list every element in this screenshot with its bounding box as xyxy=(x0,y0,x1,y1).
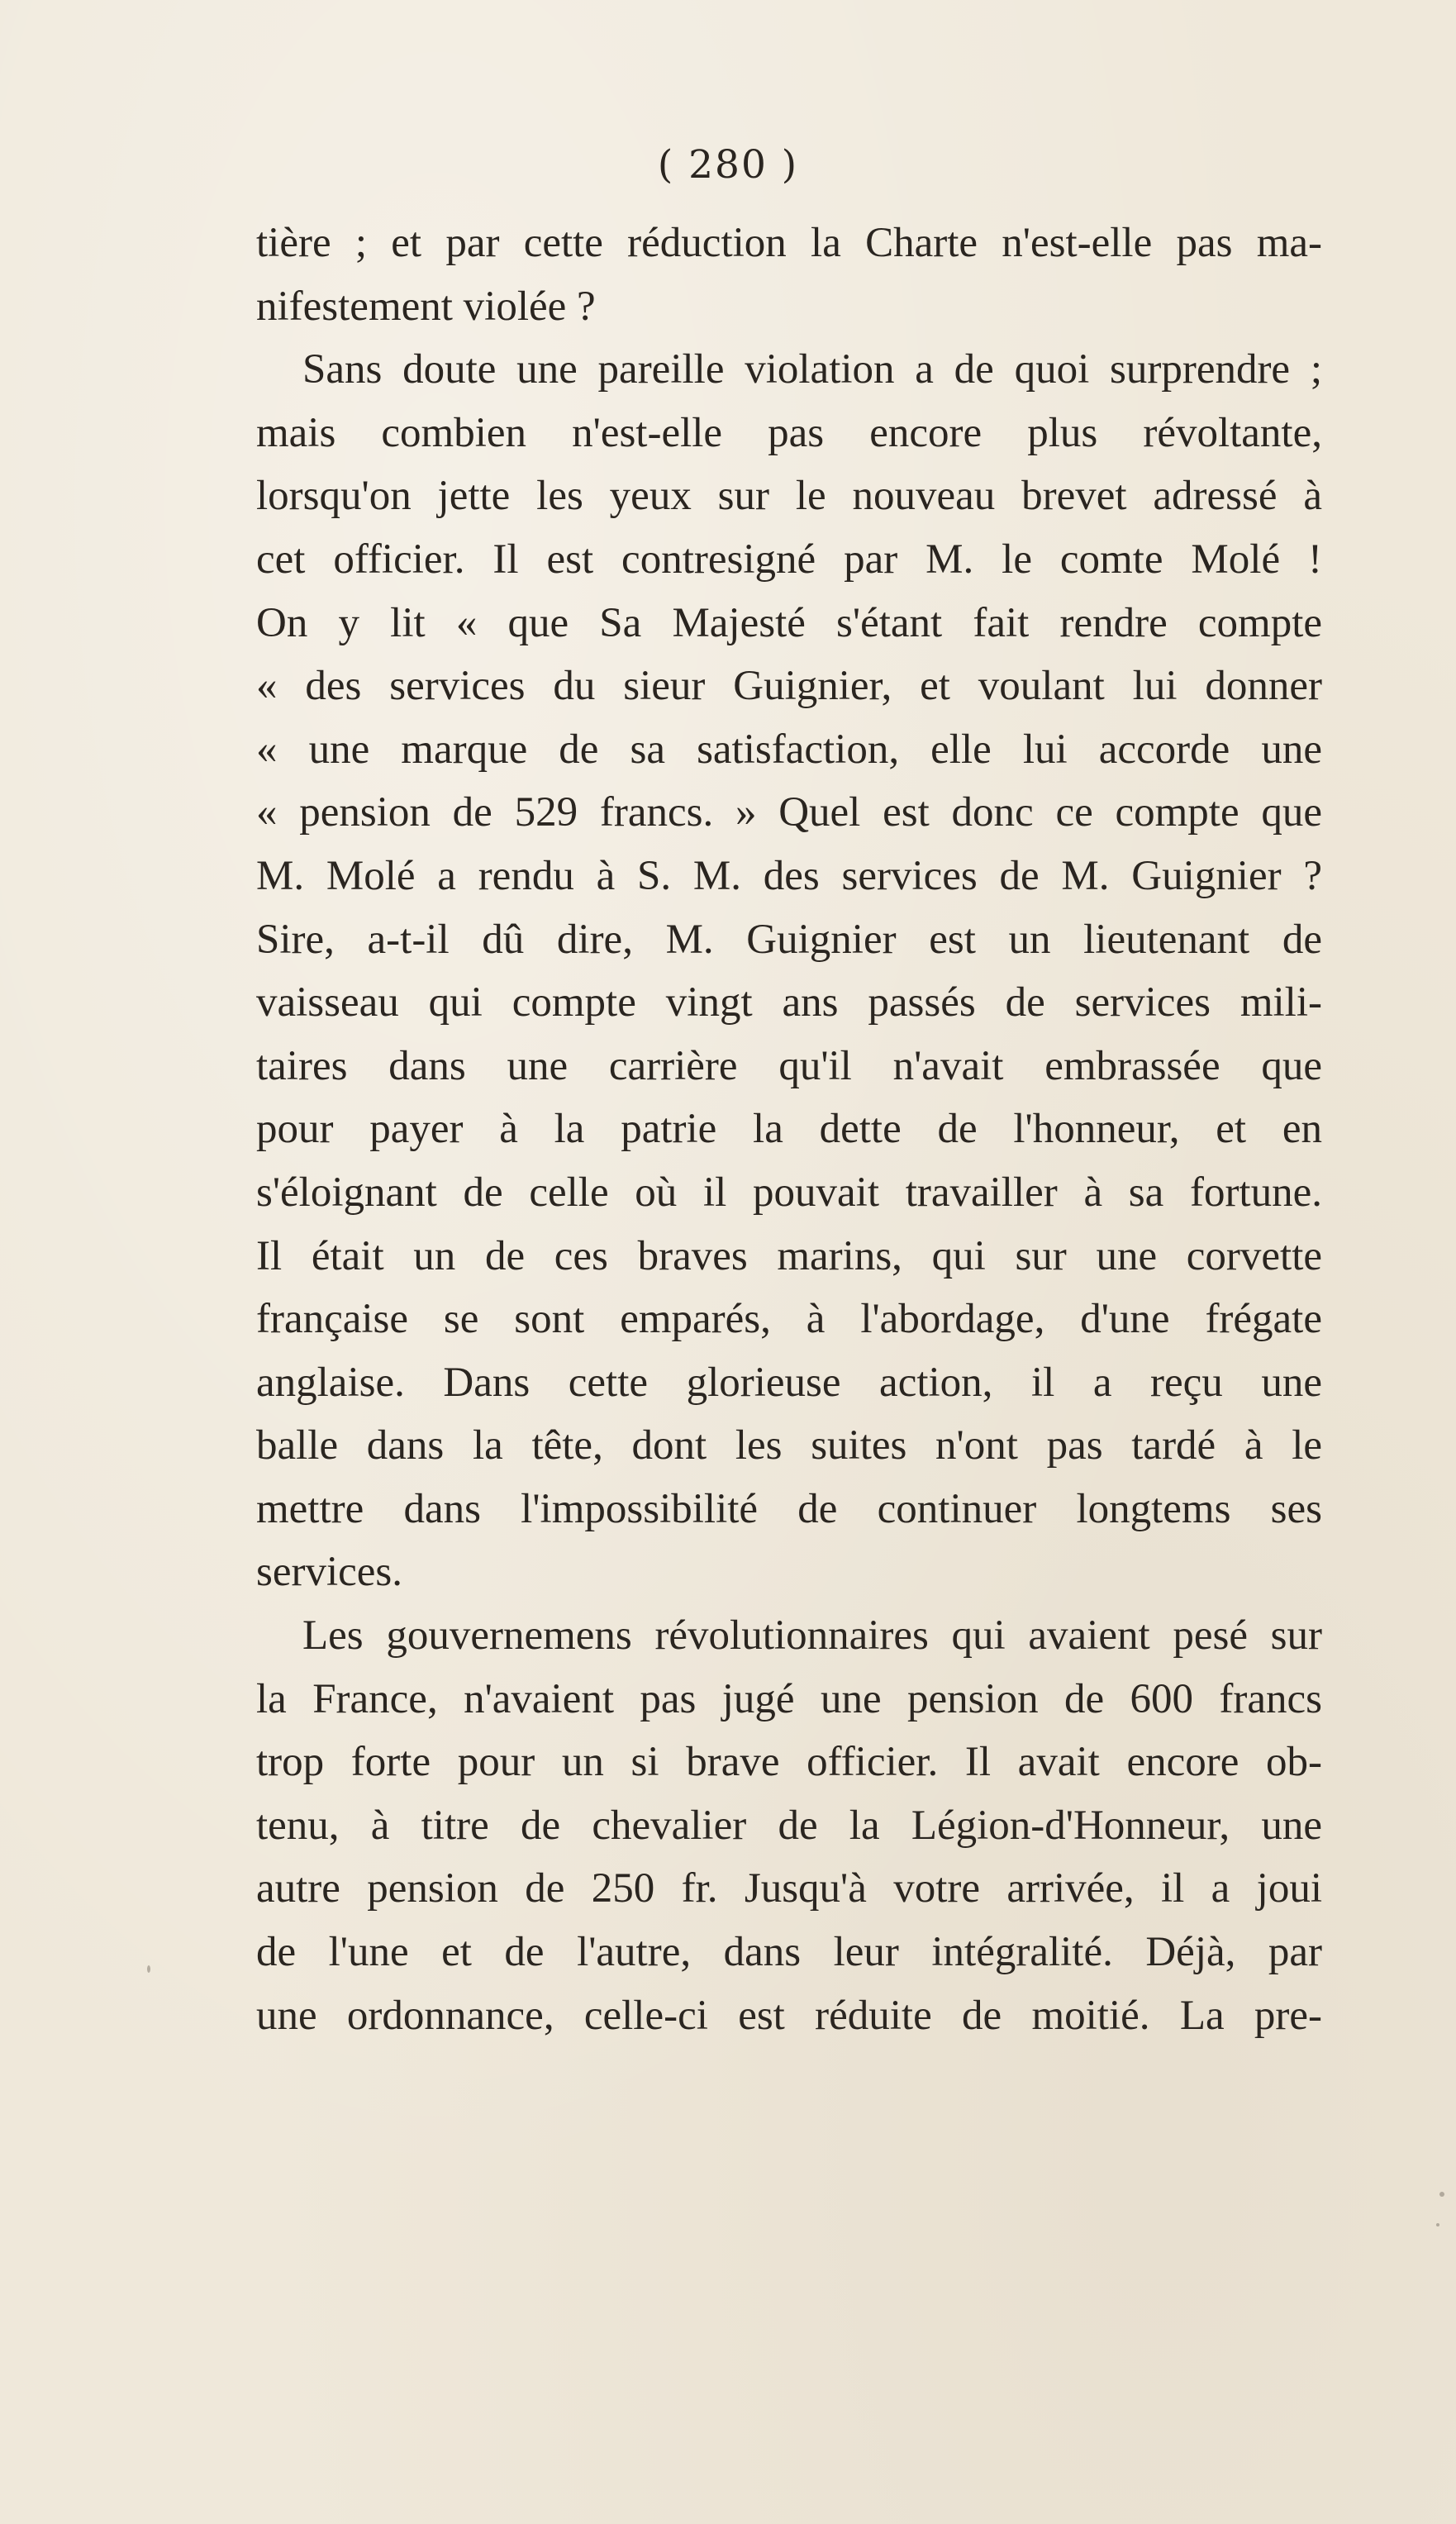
text-line: tenu, à titre de chevalier de la Légion-d'Honneur, une xyxy=(256,1802,1322,1849)
body-text xyxy=(256,212,1322,2047)
text-line: s'éloignant de celle où il pouvait travailler à sa fortune. xyxy=(256,1169,1322,1216)
text-line: mettre dans l'impossibilité de continuer longtems ses xyxy=(256,1485,1322,1532)
text-line: On y lit « que Sa Majesté s'étant fait rendre compte xyxy=(256,599,1322,646)
text-line: une ordonnance, celle-ci est réduite de moitié. La pre- xyxy=(256,1992,1322,2039)
paragraph-start-line: Les gouvernemens révolutionnaires qui avaient pesé sur xyxy=(302,1612,1322,1660)
text-line: « une marque de sa satisfaction, elle lui accorde une xyxy=(256,726,1322,773)
text-line: la France, n'avaient pas jugé une pension de 600 francs xyxy=(256,1675,1322,1722)
text-line: pour payer à la patrie la dette de l'honneur, et en xyxy=(256,1106,1322,1153)
text-line: vaisseau qui compte vingt ans passés de services mili- xyxy=(256,979,1322,1026)
text-line: balle dans la tête, dont les suites n'ont pas tardé à le xyxy=(256,1422,1322,1469)
text-line: services. xyxy=(256,1549,403,1596)
text-line: « pension de 529 francs. » Quel est donc ce compte que xyxy=(256,789,1322,836)
text-line: « des services du sieur Guignier, et voulant lui donner xyxy=(256,663,1322,710)
paper-speck xyxy=(1439,2192,1444,2197)
text-line: de l'une et de l'autre, dans leur intégralité. Déjà, par xyxy=(256,1929,1322,1976)
page-number: ( 280 ) xyxy=(657,142,799,188)
text-line: tière ; et par cette réduction la Charte n'est-elle pas ma- xyxy=(256,220,1322,266)
text-line: lorsqu'on jette les yeux sur le nouveau brevet adressé à xyxy=(256,473,1322,520)
text-line: taires dans une carrière qu'il n'avait embrassée que xyxy=(256,1042,1322,1089)
text-line: M. Molé a rendu à S. M. des services de M. Guignier ? xyxy=(256,852,1322,899)
paper-speck xyxy=(147,1965,150,1973)
text-line: Il était un de ces braves marins, qui sur une corvette xyxy=(256,1232,1322,1279)
paper-speck xyxy=(1436,2223,1439,2226)
text-line: nifestement violée ? xyxy=(256,283,596,330)
text-line: cet officier. Il est contresigné par M. le comte Molé ! xyxy=(256,536,1322,583)
text-line: Sire, a-t-il dû dire, M. Guignier est un lieutenant de xyxy=(256,916,1322,963)
text-line: autre pension de 250 fr. Jusqu'à votre arrivée, il a joui xyxy=(256,1865,1322,1912)
paragraph-start-line: Sans doute une pareille violation a de quoi surprendre ; xyxy=(302,346,1322,393)
text-line: anglaise. Dans cette glorieuse action, il a reçu une xyxy=(256,1359,1322,1406)
text-line: trop forte pour un si brave officier. Il avait encore ob- xyxy=(256,1739,1322,1786)
text-line: mais combien n'est-elle pas encore plus révoltante, xyxy=(256,409,1322,456)
text-line: française se sont emparés, à l'abordage, d'une frégate xyxy=(256,1296,1322,1343)
